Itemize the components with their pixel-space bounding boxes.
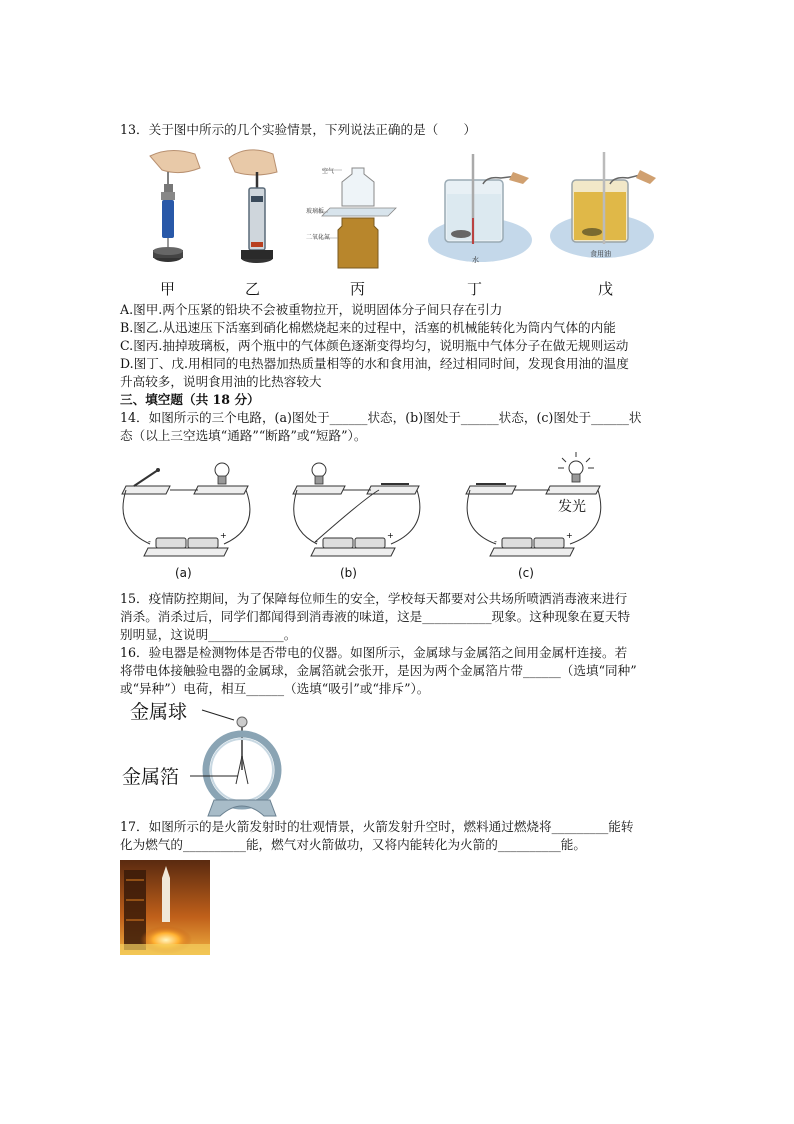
q17-line-1: 17．如图所示的是火箭发射时的壮观情景，火箭发射升空时，燃料通过燃烧将_________能转 <box>120 819 634 834</box>
bing-label-glass: 玻璃板 <box>306 208 325 215</box>
figure-bing-gas-diffusion <box>318 158 400 273</box>
figure-jia-lead-blocks <box>140 148 210 273</box>
fig-label-bing: 丙 <box>350 280 366 298</box>
q16-line-2: 将带电体接触验电器的金属球，金属箔就会张开，是因为两个金属箔片带______（选填“同种” <box>120 663 637 678</box>
bing-label-no2: 二氧化氮 <box>306 234 331 241</box>
circuit-c <box>460 450 610 566</box>
svg-text:+: + <box>220 531 227 540</box>
svg-text:+: + <box>566 531 573 540</box>
ding-label-water: 水 <box>472 256 479 264</box>
electroscope-foil-label: 金属箔 <box>122 766 180 788</box>
q15-line-2: 消杀。消杀过后，同学们都闻得到消毒液的味道，这是___________现象。这种现象在夏天特 <box>120 609 631 624</box>
q16-line-1: 16．验电器是检测物体是否带电的仪器。如图所示，金属球与金属箔之间用金属杆连接。若 <box>120 645 628 660</box>
q17-line-2: 化为燃气的__________能，燃气对火箭做功，又将内能转化为火箭的__________能。 <box>120 837 586 852</box>
fig-label-jia: 甲 <box>160 280 176 298</box>
circuit-c-glow-label: 发光 <box>558 499 586 515</box>
q13-option-c: C.图丙.抽掉玻璃板，两个瓶中的气体颜色逐渐变得均匀，说明瓶中气体分子在做无规则运动 <box>120 338 629 353</box>
q14-line-2: 态（以上三空选填“通路”“断路”或“短路”）。 <box>120 428 367 443</box>
q14-line-1: 14．如图所示的三个电路，(a)图处于______状态，(b)图处于______状态，(c)图处于______状 <box>120 410 642 425</box>
q13-option-d-cont: 升高较多，说明食用油的比热容较大 <box>120 374 322 389</box>
circuit-c-label: (c) <box>518 566 534 580</box>
wu-label-oil: 食用油 <box>590 250 611 258</box>
q15-line-3: 别明显，这说明____________。 <box>120 627 297 642</box>
figure-yi-piston-cylinder <box>225 148 290 273</box>
section-3-title: 三、填空题（共 18 分） <box>120 392 260 407</box>
q13-option-a: A.图甲.两个压紧的铅块不会被重物拉开，说明固体分子间只存在引力 <box>120 302 503 317</box>
electroscope-figure <box>180 700 290 818</box>
figure-ding-water-beaker <box>425 148 545 268</box>
circuit-a-label: (a) <box>175 566 192 580</box>
svg-text:-: - <box>494 537 497 546</box>
fig-label-ding: 丁 <box>467 280 483 298</box>
q13-option-d: D.图丁、戊.用相同的电热器加热质量相等的水和食用油，经过相同时间，发现食用油的温度 <box>120 356 629 371</box>
svg-text:-: - <box>148 537 151 546</box>
electroscope-ball-label: 金属球 <box>130 701 188 723</box>
svg-text:-: - <box>315 537 318 546</box>
fig-label-wu: 戊 <box>598 280 614 298</box>
circuit-a <box>118 458 263 566</box>
q13-title: 13．关于图中所示的几个实验情景，下列说法正确的是（ ） <box>120 122 477 137</box>
svg-text:+: + <box>387 531 394 540</box>
q16-line-3: 或“异种”）电荷，相互______（选填“吸引”或“排斥”）。 <box>120 681 430 696</box>
circuit-b-label: (b) <box>340 566 357 580</box>
circuit-b <box>285 458 430 566</box>
q15-line-1: 15．疫情防控期间，为了保障每位师生的安全，学校每天都要对公共场所喷洒消毒液来进行 <box>120 591 628 606</box>
q13-option-b: B.图乙.从迅速压下活塞到硝化棉燃烧起来的过程中，活塞的机械能转化为筒内气体的内能 <box>120 320 616 335</box>
rocket-launch-photo <box>120 860 210 955</box>
bing-label-air: 空气 <box>322 168 335 175</box>
fig-label-yi: 乙 <box>245 280 261 298</box>
